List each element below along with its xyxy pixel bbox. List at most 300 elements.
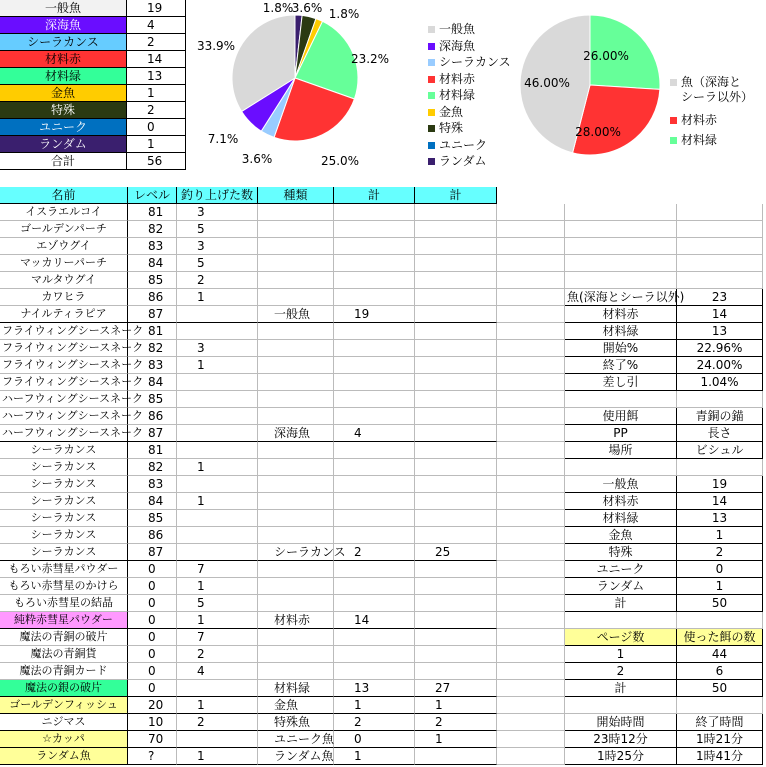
table-cell: 84 xyxy=(128,493,177,510)
table-cell: 1 xyxy=(177,612,258,629)
side-label: 終了% xyxy=(565,357,677,374)
table-cell: 27 xyxy=(415,680,497,697)
table-cell: 5 xyxy=(177,255,258,272)
table-cell xyxy=(415,476,497,493)
grid-cell xyxy=(677,255,763,272)
grid-cell xyxy=(497,221,565,238)
table-cell: 13 xyxy=(334,680,415,697)
side-label: 計 xyxy=(565,680,677,697)
pie-chart-fish-materials xyxy=(510,5,670,170)
grid-cell xyxy=(497,357,565,374)
column-header: 名前 xyxy=(0,187,128,204)
table-cell xyxy=(415,391,497,408)
grid-cell xyxy=(497,323,565,340)
table-cell xyxy=(334,238,415,255)
grid-cell xyxy=(497,612,565,629)
table-cell: 2 xyxy=(177,714,258,731)
table-cell xyxy=(177,442,258,459)
legend-entry xyxy=(670,113,717,128)
table-cell: 14 xyxy=(334,612,415,629)
side-label: ユニーク xyxy=(565,561,677,578)
legend-entry xyxy=(428,72,475,87)
summary-label: 材料赤 xyxy=(0,51,127,68)
table-cell: 0 xyxy=(128,578,177,595)
pie-data-label: 3.6% xyxy=(291,1,323,15)
table-cell: 0 xyxy=(128,680,177,697)
column-header: 釣り上げた数 xyxy=(177,187,258,204)
table-cell xyxy=(415,204,497,221)
summary-label: 特殊 xyxy=(0,102,127,119)
legend-swatch xyxy=(428,109,435,116)
table-cell xyxy=(415,561,497,578)
table-cell: 19 xyxy=(334,306,415,323)
table-cell xyxy=(334,493,415,510)
table-cell xyxy=(415,408,497,425)
table-cell xyxy=(334,527,415,544)
table-cell: ナイルティラピア xyxy=(0,306,128,323)
table-cell xyxy=(258,476,334,493)
table-cell: 1 xyxy=(334,748,415,765)
table-cell xyxy=(258,289,334,306)
table-cell: 4 xyxy=(334,425,415,442)
side-label: 開始% xyxy=(565,340,677,357)
table-cell: 1 xyxy=(177,578,258,595)
summary-value: 1 xyxy=(127,85,186,102)
table-cell: 20 xyxy=(128,697,177,714)
side-label: 材料緑 xyxy=(565,510,677,527)
summary-value: 13 xyxy=(127,68,186,85)
table-cell xyxy=(415,221,497,238)
table-cell xyxy=(415,493,497,510)
table-cell: 2 xyxy=(177,272,258,289)
table-cell: 材料赤 xyxy=(258,612,334,629)
grid-cell xyxy=(497,272,565,289)
legend-label: 一般魚 xyxy=(439,22,476,36)
table-cell xyxy=(334,340,415,357)
grid-cell xyxy=(497,680,565,697)
grid-cell xyxy=(565,221,677,238)
table-cell: 86 xyxy=(128,408,177,425)
table-cell xyxy=(177,374,258,391)
table-cell: 81 xyxy=(128,323,177,340)
grid-cell xyxy=(565,391,677,408)
table-cell xyxy=(177,408,258,425)
side-label: 一般魚 xyxy=(565,476,677,493)
table-cell: 83 xyxy=(128,238,177,255)
side-label: 差し引 xyxy=(565,374,677,391)
side-value: 終了時間 xyxy=(677,714,763,731)
pie-data-label: 7.1% xyxy=(207,132,239,146)
table-cell: 魔法の青銅の破片 xyxy=(0,629,128,646)
grid-cell xyxy=(497,697,565,714)
legend-entry xyxy=(670,133,717,148)
table-cell: カワヒラ xyxy=(0,289,128,306)
legend-entry xyxy=(428,39,475,54)
side-label: 計 xyxy=(565,595,677,612)
table-cell: シーラカンス xyxy=(0,510,128,527)
table-cell: 5 xyxy=(177,221,258,238)
table-cell xyxy=(258,578,334,595)
summary-value: 19 xyxy=(127,0,186,17)
table-cell xyxy=(258,459,334,476)
pie-data-label: 25.0% xyxy=(320,154,360,168)
table-cell xyxy=(177,476,258,493)
table-cell: シーラカンス xyxy=(258,544,334,561)
legend-swatch xyxy=(428,43,435,50)
table-cell xyxy=(177,323,258,340)
side-label: 開始時間 xyxy=(565,714,677,731)
grid-cell xyxy=(565,459,677,476)
side-value: 使った餌の数 xyxy=(677,629,763,646)
table-cell: 87 xyxy=(128,544,177,561)
legend-label: 特殊 xyxy=(439,121,464,135)
table-cell: 81 xyxy=(128,442,177,459)
table-cell xyxy=(415,510,497,527)
fishing-log-table xyxy=(0,187,497,767)
pie-data-label: 28.00% xyxy=(575,125,621,139)
table-cell xyxy=(177,527,258,544)
grid-cell xyxy=(497,629,565,646)
side-label: 2 xyxy=(565,663,677,680)
table-cell xyxy=(258,255,334,272)
grid-cell xyxy=(497,459,565,476)
table-cell: 魔法の青銅貨 xyxy=(0,646,128,663)
table-cell xyxy=(258,374,334,391)
pie-legend-fish-types xyxy=(428,22,518,182)
table-cell xyxy=(258,357,334,374)
table-cell xyxy=(415,306,497,323)
summary-label: ユニーク xyxy=(0,119,127,136)
grid-cell xyxy=(497,391,565,408)
grid-cell xyxy=(497,289,565,306)
pie-legend-fish-materials xyxy=(670,75,766,155)
table-cell xyxy=(334,204,415,221)
table-cell: 85 xyxy=(128,391,177,408)
summary-label: 一般魚 xyxy=(0,0,127,17)
pie-chart-fish-types xyxy=(190,0,430,180)
grid-cell xyxy=(497,714,565,731)
table-cell xyxy=(258,510,334,527)
grid-cell xyxy=(497,476,565,493)
table-cell xyxy=(258,493,334,510)
table-cell: ユニーク魚 xyxy=(258,731,334,748)
legend-entry xyxy=(428,121,463,136)
legend-label: 材料緑 xyxy=(681,133,718,147)
legend-label: ユニーク xyxy=(439,137,488,152)
grid-cell xyxy=(677,204,763,221)
table-cell: 0 xyxy=(334,731,415,748)
table-cell xyxy=(415,459,497,476)
grid-cell xyxy=(497,578,565,595)
table-cell xyxy=(334,442,415,459)
grid-cell xyxy=(677,272,763,289)
table-cell: 0 xyxy=(128,612,177,629)
grid-cell xyxy=(497,646,565,663)
grid-cell xyxy=(677,459,763,476)
side-label: 材料赤 xyxy=(565,306,677,323)
table-cell: ハーフウィングシースネーク xyxy=(0,408,128,425)
legend-entry xyxy=(428,88,475,103)
summary-value: 56 xyxy=(127,153,186,170)
side-value: 長さ xyxy=(677,425,763,442)
table-cell xyxy=(258,561,334,578)
table-cell xyxy=(415,255,497,272)
grid-cell xyxy=(497,306,565,323)
table-cell: シーラカンス xyxy=(0,527,128,544)
table-cell: 2 xyxy=(334,544,415,561)
table-cell xyxy=(258,442,334,459)
table-cell xyxy=(258,272,334,289)
legend-label: 魚（深海と xyxy=(681,75,742,89)
table-cell xyxy=(177,544,258,561)
side-value: 50 xyxy=(677,680,763,697)
table-cell xyxy=(258,527,334,544)
table-cell: エゾウグイ xyxy=(0,238,128,255)
summary-table xyxy=(0,0,186,172)
grid-cell xyxy=(565,697,677,714)
side-value: 6 xyxy=(677,663,763,680)
side-value: 14 xyxy=(677,306,763,323)
table-cell xyxy=(177,510,258,527)
pie-data-label: 1.8% xyxy=(328,7,360,21)
table-cell: 金魚 xyxy=(258,697,334,714)
grid-cell xyxy=(497,510,565,527)
side-value: 19 xyxy=(677,476,763,493)
table-cell: 3 xyxy=(177,340,258,357)
table-cell: シーラカンス xyxy=(0,544,128,561)
table-cell: 一般魚 xyxy=(258,306,334,323)
table-cell xyxy=(415,289,497,306)
summary-label: 合計 xyxy=(0,153,127,170)
table-cell: 82 xyxy=(128,459,177,476)
table-cell: 87 xyxy=(128,425,177,442)
table-cell: ランダム魚 xyxy=(258,748,334,765)
table-cell: 0 xyxy=(128,595,177,612)
table-cell: 10 xyxy=(128,714,177,731)
side-value: 44 xyxy=(677,646,763,663)
grid-cell xyxy=(497,204,565,221)
pie-data-label: 3.6% xyxy=(241,152,273,166)
table-cell xyxy=(258,391,334,408)
legend-swatch xyxy=(428,92,435,99)
pie-data-label: 46.00% xyxy=(524,76,570,90)
side-value: 23 xyxy=(677,289,763,306)
table-cell xyxy=(258,323,334,340)
table-cell xyxy=(334,629,415,646)
table-cell xyxy=(334,408,415,425)
table-cell: 材料緑 xyxy=(258,680,334,697)
table-cell xyxy=(415,527,497,544)
table-cell xyxy=(415,340,497,357)
legend-swatch xyxy=(428,59,435,66)
table-cell: ニジマス xyxy=(0,714,128,731)
summary-value: 0 xyxy=(127,119,186,136)
table-cell: もろい赤彗星のかけら xyxy=(0,578,128,595)
side-label: PP xyxy=(565,425,677,442)
table-cell: 1 xyxy=(177,289,258,306)
table-cell: 70 xyxy=(128,731,177,748)
summary-label: 深海魚 xyxy=(0,17,127,34)
table-cell xyxy=(177,425,258,442)
table-cell: 1 xyxy=(415,731,497,748)
table-cell: 84 xyxy=(128,255,177,272)
column-header: レベル xyxy=(128,187,177,204)
legend-label: 材料赤 xyxy=(439,71,476,86)
table-cell xyxy=(334,510,415,527)
table-cell: シーラカンス xyxy=(0,493,128,510)
table-cell: 3 xyxy=(177,204,258,221)
table-cell xyxy=(258,238,334,255)
table-cell xyxy=(415,272,497,289)
table-cell: 魔法の銀の破片 xyxy=(0,680,128,697)
table-cell: 25 xyxy=(415,544,497,561)
legend-entry xyxy=(670,90,753,105)
table-cell: 85 xyxy=(128,272,177,289)
table-cell xyxy=(177,391,258,408)
side-label: 場所 xyxy=(565,442,677,459)
table-cell: 1 xyxy=(177,493,258,510)
legend-entry xyxy=(428,138,487,153)
grid-cell xyxy=(497,442,565,459)
table-cell: シーラカンス xyxy=(0,476,128,493)
summary-label: 材料緑 xyxy=(0,68,127,85)
table-cell xyxy=(334,459,415,476)
table-cell: ランダム魚 xyxy=(0,748,128,765)
side-label: 23時12分 xyxy=(565,731,677,748)
side-value: 2 xyxy=(677,544,763,561)
table-cell: 85 xyxy=(128,510,177,527)
table-cell xyxy=(177,306,258,323)
grid-cell xyxy=(497,595,565,612)
table-cell xyxy=(258,646,334,663)
table-cell: 特殊魚 xyxy=(258,714,334,731)
grid-cell xyxy=(497,561,565,578)
table-cell xyxy=(334,663,415,680)
legend-entry xyxy=(428,154,487,169)
table-cell: 2 xyxy=(415,714,497,731)
table-cell: 82 xyxy=(128,221,177,238)
summary-value: 4 xyxy=(127,17,186,34)
legend-swatch xyxy=(428,76,435,83)
side-label: 使用餌 xyxy=(565,408,677,425)
legend-label: 材料緑 xyxy=(439,88,476,102)
table-cell xyxy=(177,680,258,697)
table-cell: 2 xyxy=(334,714,415,731)
grid-cell xyxy=(497,408,565,425)
table-cell xyxy=(334,272,415,289)
table-cell xyxy=(258,204,334,221)
table-cell: シーラカンス xyxy=(0,442,128,459)
grid-cell xyxy=(677,238,763,255)
side-value: 1時41分 xyxy=(677,748,763,765)
legend-entry xyxy=(670,75,741,90)
table-cell: 5 xyxy=(177,595,258,612)
table-cell: 0 xyxy=(128,561,177,578)
table-cell xyxy=(258,629,334,646)
table-cell xyxy=(415,612,497,629)
table-cell: ゴールデンフィッシュ xyxy=(0,697,128,714)
table-cell xyxy=(334,357,415,374)
legend-swatch xyxy=(670,79,677,86)
table-cell: 84 xyxy=(128,374,177,391)
table-cell: 魔法の青銅カード xyxy=(0,663,128,680)
table-cell: シーラカンス xyxy=(0,459,128,476)
side-value: 14 xyxy=(677,493,763,510)
legend-swatch xyxy=(428,125,435,132)
side-value: 1.04% xyxy=(677,374,763,391)
table-cell: 1 xyxy=(177,748,258,765)
legend-label: ランダム xyxy=(439,154,487,168)
table-cell xyxy=(258,663,334,680)
grid-cell xyxy=(497,238,565,255)
table-cell: 83 xyxy=(128,357,177,374)
legend-swatch xyxy=(428,158,435,165)
table-cell xyxy=(334,578,415,595)
table-cell: 純粋赤彗星パウダー xyxy=(0,612,128,629)
legend-label: シーラカンス xyxy=(439,55,511,69)
table-cell xyxy=(334,561,415,578)
table-cell: 0 xyxy=(128,646,177,663)
table-cell xyxy=(415,595,497,612)
table-cell: 86 xyxy=(128,527,177,544)
summary-value: 1 xyxy=(127,136,186,153)
table-cell: もろい赤彗星パウダー xyxy=(0,561,128,578)
table-cell xyxy=(334,323,415,340)
table-cell: イスラエルコイ xyxy=(0,204,128,221)
table-cell xyxy=(415,442,497,459)
table-cell: 82 xyxy=(128,340,177,357)
table-cell xyxy=(415,374,497,391)
side-label: 1時25分 xyxy=(565,748,677,765)
legend-swatch xyxy=(428,142,435,149)
table-cell xyxy=(334,255,415,272)
table-cell: 1 xyxy=(177,697,258,714)
side-value: 青銅の錨 xyxy=(677,408,763,425)
pie-data-label: 33.9% xyxy=(196,39,236,53)
table-cell xyxy=(258,340,334,357)
grid-cell xyxy=(497,663,565,680)
table-cell: 1 xyxy=(177,459,258,476)
grid-cell xyxy=(497,748,565,765)
table-cell: 4 xyxy=(177,663,258,680)
grid-cell xyxy=(677,612,763,629)
legend-entry xyxy=(428,55,511,70)
grid-cell xyxy=(565,612,677,629)
grid-cell xyxy=(497,527,565,544)
grid-cell xyxy=(497,493,565,510)
side-label: 1 xyxy=(565,646,677,663)
table-cell: ゴールデンパーチ xyxy=(0,221,128,238)
table-cell: フライウィングシースネーク xyxy=(0,340,128,357)
table-cell xyxy=(415,238,497,255)
column-header: 計 xyxy=(415,187,497,204)
grid-cell xyxy=(497,340,565,357)
table-cell xyxy=(334,289,415,306)
table-cell xyxy=(334,476,415,493)
side-value: 50 xyxy=(677,595,763,612)
table-cell xyxy=(415,748,497,765)
pie-data-label: 23.2% xyxy=(350,52,390,66)
side-value: 1 xyxy=(677,578,763,595)
side-value: 13 xyxy=(677,323,763,340)
table-cell: 3 xyxy=(177,238,258,255)
grid-cell xyxy=(565,204,677,221)
legend-swatch xyxy=(428,26,435,33)
grid-cell xyxy=(565,238,677,255)
pie-data-label: 1.8% xyxy=(262,1,294,15)
table-cell: 1 xyxy=(334,697,415,714)
side-value: 24.00% xyxy=(677,357,763,374)
